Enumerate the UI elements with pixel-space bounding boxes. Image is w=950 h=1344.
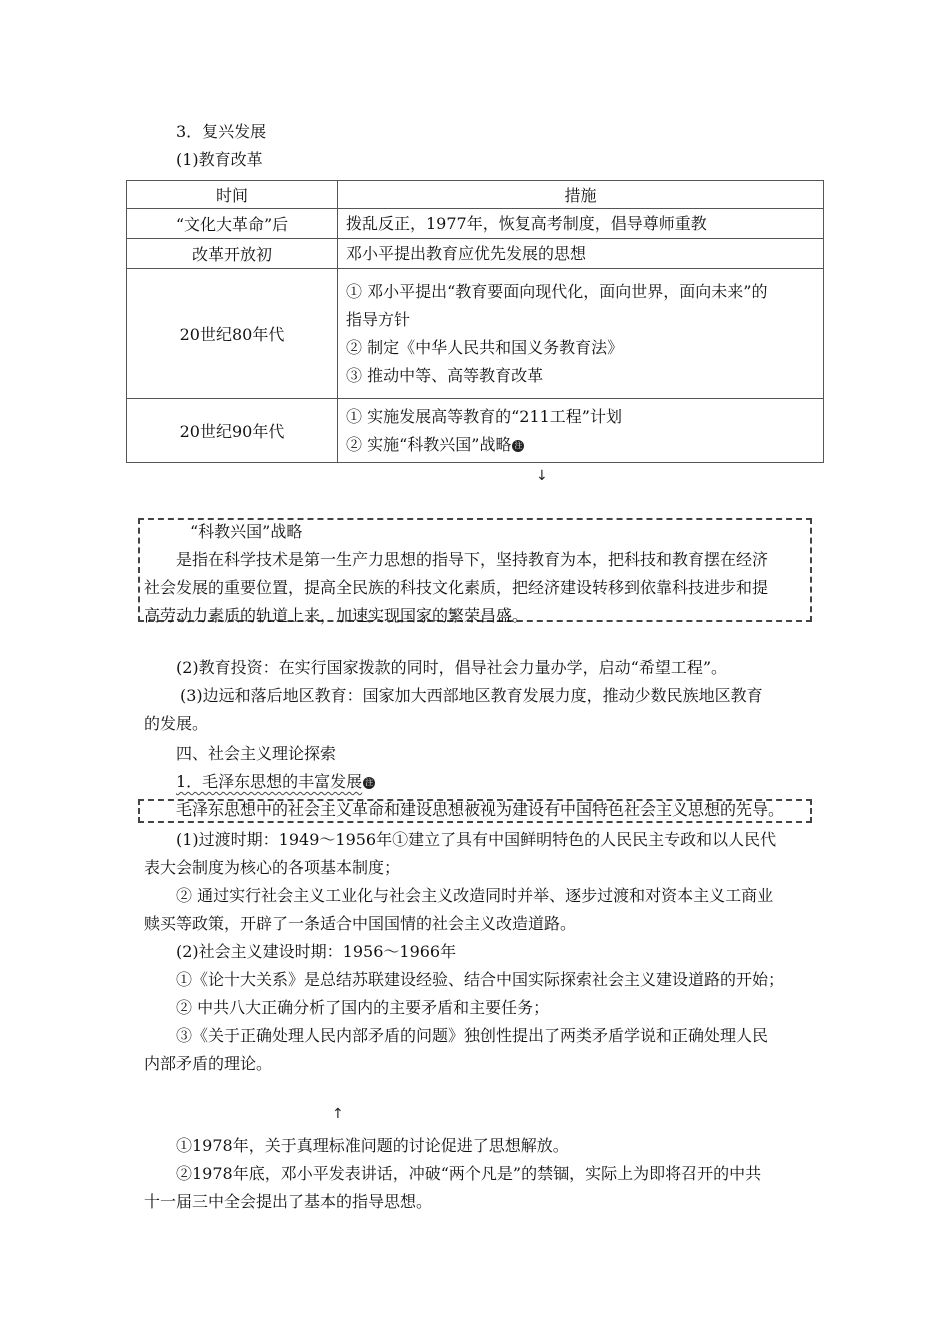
paragraph-line: (3)边远和落后地区教育：国家加大西部地区教育发展力度，推动少数民族地区教育: [180, 686, 763, 705]
table-cell-time: 20世纪80年代: [127, 269, 338, 399]
measure-line: [346, 431, 815, 459]
table-cell-time: 20世纪90年代: [127, 399, 338, 463]
measure-line: ① 实施发展高等教育的“211工程”计划: [346, 406, 622, 426]
measure-line: ① 邓小平提出“教育要面向现代化，面向世界，面向未来”的: [346, 281, 768, 301]
paragraph-line: (1)过渡时期：1949～1956年①建立了具有中国鲜明特色的人民民主专政和以人民代: [176, 830, 777, 849]
paragraph-line: ①1978年，关于真理标准问题的讨论促进了思想解放。: [176, 1136, 569, 1155]
measure-line: ③ 推动中等、高等教育改革: [346, 365, 544, 385]
paragraph-line: ② 通过实行社会主义工业化与社会主义改造同时并举、逐步过渡和对资本主义工商业: [176, 886, 774, 905]
note-title: “科教兴国”战略: [190, 522, 303, 541]
measure-line: 指导方针: [346, 309, 411, 329]
table-cell-measures: 邓小平提出教育应优先发展的思想: [338, 239, 824, 269]
subsection-heading: [176, 770, 375, 794]
note-marker-icon[interactable]: 注: [365, 778, 374, 787]
table-cell-measures: 拨乱反正，1977年，恢复高考制度，倡导尊师重教: [338, 209, 824, 239]
paragraph-line: ②1978年底，邓小平发表讲话，冲破“两个凡是”的禁锢，实际上为即将召开的中共: [176, 1164, 762, 1183]
list-item: 内部矛盾的理论。: [144, 1054, 273, 1073]
paragraph-investment: (2)教育投资：在实行国家拨款的同时，倡导社会力量办学，启动“希望工程”。: [176, 658, 728, 677]
table-header-row: [127, 181, 824, 209]
list-item: ③《关于正确处理人民内部矛盾的问题》独创性提出了两类矛盾学说和正确处理人民: [176, 1026, 769, 1045]
table-cell-time: “文化大革命”后: [127, 209, 338, 239]
education-reform-table: [126, 180, 824, 463]
note-line: 毛泽东思想中的社会主义革命和建设思想被视为建设有中国特色社会主义思想的先导。: [176, 800, 785, 819]
section-heading: 四、社会主义理论探索: [176, 744, 337, 763]
list-item: ② 中共八大正确分析了国内的主要矛盾和主要任务；: [176, 998, 550, 1017]
paragraph-line: 十一届三中全会提出了基本的指导思想。: [144, 1192, 433, 1211]
table-cell-measures: [338, 269, 824, 399]
measure-line: ② 制定《中华人民共和国义务教育法》: [346, 337, 624, 357]
arrow-down-icon: ↓: [536, 468, 548, 484]
note-marker-icon[interactable]: 注: [514, 440, 523, 450]
subsection-heading: (2)社会主义建设时期：1956～1966年: [176, 942, 457, 961]
table-cell-time: 改革开放初: [127, 239, 338, 269]
subsection-text: 1．毛泽东思想的丰富发展: [176, 772, 363, 791]
subsection-heading: (1)教育改革: [176, 150, 263, 169]
paragraph-line: 的发展。: [144, 714, 209, 733]
paragraph-line: 赎买等政策，开辟了一条适合中国国情的社会主义改造道路。: [144, 914, 577, 933]
arrow-up-icon: ↑: [332, 1106, 344, 1122]
note-line: 是指在科学技术是第一生产力思想的指导下，坚持教育为本，把科技和教育摆在经济: [176, 550, 769, 569]
section-heading: 3．复兴发展: [176, 122, 267, 141]
paragraph-line: 表大会制度为核心的各项基本制度；: [144, 858, 401, 877]
measure-text: ② 实施“科教兴国”战略: [346, 434, 512, 454]
table-row: [127, 399, 824, 463]
table-header-measures: 措施: [338, 181, 824, 209]
table-header-time: 时间: [127, 181, 338, 209]
list-item: ①《论十大关系》是总结苏联建设经验、结合中国实际探索社会主义建设道路的开始；: [176, 970, 785, 989]
note-line: 社会发展的重要位置，提高全民族的科技文化素质，把经济建设转移到依靠科技进步和提: [144, 578, 769, 597]
table-row: [127, 269, 824, 399]
table-row: [127, 239, 824, 269]
note-line: 高劳动力素质的轨道上来，加速实现国家的繁荣昌盛。: [144, 606, 529, 625]
table-cell-measures: [338, 399, 824, 463]
table-row: [127, 209, 824, 239]
